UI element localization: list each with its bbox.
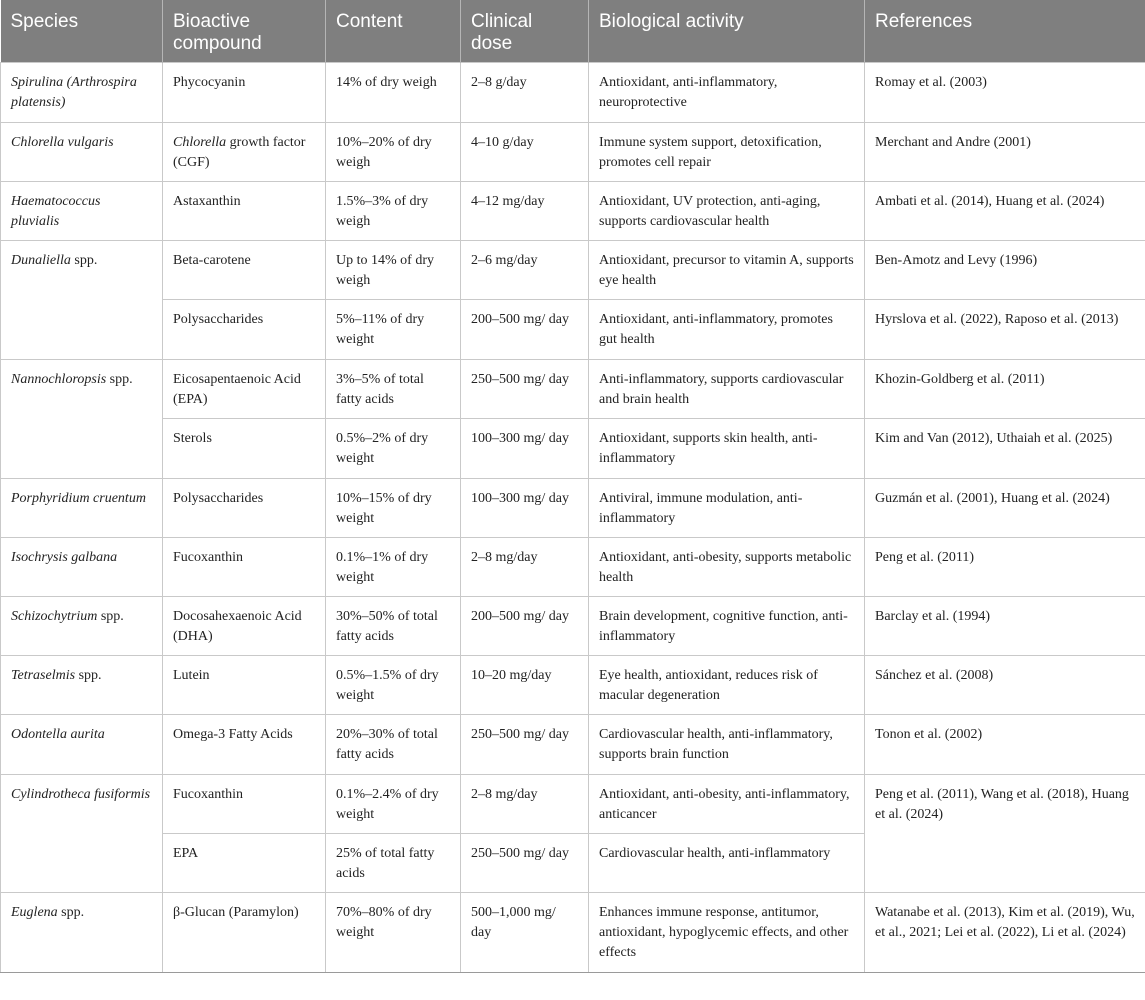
activity-cell: Antioxidant, anti-inflammatory, promotes gut health (589, 300, 865, 360)
species-cell (1, 775, 163, 893)
table-row (1, 182, 1145, 241)
compound-cell (163, 300, 326, 360)
species-text: spp. (97, 609, 124, 624)
species-cell (1, 479, 163, 538)
dose-cell: 2–8 g/day (461, 63, 589, 123)
content-cell: 0.1%–2.4% of dry weight (326, 775, 461, 834)
activity-cell: Eye health, antioxidant, reduces risk of macular degeneration (589, 656, 865, 715)
compound-text: Docosahexaenoic Acid (DHA) (173, 609, 302, 644)
content-cell: 10%–20% of dry weigh (326, 123, 461, 182)
content-cell: Up to 14% of dry weigh (326, 241, 461, 300)
compound-cell (163, 63, 326, 123)
species-text: spp. (106, 372, 133, 387)
species-text: spp. (57, 905, 85, 920)
activity-cell: Antioxidant, precursor to vitamin A, supports eye health (589, 241, 865, 300)
header-biological-activity: Biological activity (589, 0, 865, 63)
dose-cell: 200–500 mg/ day (461, 300, 589, 360)
header-content: Content (326, 0, 461, 63)
references-cell: Hyrslova et al. (2022), Raposo et al. (2013) (865, 300, 1145, 360)
compound-cell (163, 479, 326, 538)
content-cell: 14% of dry weigh (326, 63, 461, 123)
content-cell: 0.1%–1% of dry weight (326, 538, 461, 597)
compound-cell (163, 715, 326, 775)
species-cell (1, 123, 163, 182)
compound-cell (163, 538, 326, 597)
dose-cell: 2–6 mg/day (461, 241, 589, 300)
compound-text: Fucoxanthin (173, 550, 243, 565)
species-text: spp. (75, 668, 102, 683)
activity-cell: Antioxidant, anti-inflammatory, neuroprotective (589, 63, 865, 123)
activity-cell: Cardiovascular health, anti-inflammatory, supports brain function (589, 715, 865, 775)
dose-cell: 2–8 mg/day (461, 538, 589, 597)
references-cell: Khozin-Goldberg et al. (2011) (865, 360, 1145, 419)
table-row (1, 538, 1145, 597)
species-cell (1, 893, 163, 973)
dose-cell: 100–300 mg/ day (461, 419, 589, 479)
dose-cell: 4–12 mg/day (461, 182, 589, 241)
table-row (1, 775, 1145, 834)
references-cell: Peng et al. (2011) (865, 538, 1145, 597)
compound-text: Eicosapentaenoic Acid (EPA) (173, 372, 301, 407)
table-row (1, 893, 1145, 973)
table-row (1, 63, 1145, 123)
table-body (1, 63, 1145, 973)
compound-cell (163, 834, 326, 893)
compound-cell (163, 597, 326, 656)
species-cell (1, 241, 163, 360)
activity-cell: Enhances immune response, antitumor, antioxidant, hypoglycemic effects, and other effects (589, 893, 865, 973)
dose-cell: 100–300 mg/ day (461, 479, 589, 538)
references-cell: Barclay et al. (1994) (865, 597, 1145, 656)
species-text: Dunaliella (11, 253, 71, 268)
references-cell: Peng et al. (2011), Wang et al. (2018), Huang et al. (2024) (865, 775, 1145, 893)
references-cell: Ben-Amotz and Levy (1996) (865, 241, 1145, 300)
compound-text: Polysaccharides (173, 312, 264, 327)
activity-cell: Cardiovascular health, anti-inflammatory (589, 834, 865, 893)
table-header-row (1, 0, 1145, 63)
compound-text: Lutein (173, 668, 210, 683)
species-cell (1, 182, 163, 241)
compound-cell (163, 241, 326, 300)
compound-text: Astaxanthin (173, 194, 241, 209)
dose-cell: 250–500 mg/ day (461, 360, 589, 419)
species-text: spp. (70, 253, 98, 268)
activity-cell: Antioxidant, anti-obesity, anti-inflammatory, anticancer (589, 775, 865, 834)
dose-cell: 200–500 mg/ day (461, 597, 589, 656)
activity-cell: Immune system support, detoxification, promotes cell repair (589, 123, 865, 182)
species-text: Chlorella vulgaris (11, 135, 114, 150)
dose-cell: 10–20 mg/day (461, 656, 589, 715)
species-text: Cylindrotheca fusiformis (11, 787, 151, 802)
species-text: Porphyridium cruentum (11, 491, 146, 506)
species-cell (1, 656, 163, 715)
species-text: Nannochloropsis (11, 372, 107, 387)
species-cell (1, 715, 163, 775)
table-row (1, 597, 1145, 656)
references-cell: Guzmán et al. (2001), Huang et al. (2024) (865, 479, 1145, 538)
compound-text: EPA (173, 846, 199, 861)
compound-text: Omega-3 Fatty Acids (173, 727, 293, 742)
species-cell (1, 597, 163, 656)
compound-text: Beta-carotene (173, 253, 251, 268)
compound-text: Fucoxanthin (173, 787, 243, 802)
header-bioactive-compound: Bioactive compound (163, 0, 326, 63)
compound-text: Sterols (173, 431, 212, 446)
table-row (1, 300, 1145, 360)
dose-cell: 250–500 mg/ day (461, 715, 589, 775)
compound-text: Chlorella (173, 135, 227, 150)
dose-cell: 2–8 mg/day (461, 775, 589, 834)
compound-cell (163, 419, 326, 479)
table-row (1, 715, 1145, 775)
activity-cell: Antioxidant, UV protection, anti-aging, supports cardiovascular health (589, 182, 865, 241)
compound-cell (163, 360, 326, 419)
content-cell: 70%–80% of dry weight (326, 893, 461, 973)
activity-cell: Antioxidant, anti-obesity, supports metabolic health (589, 538, 865, 597)
references-cell: Sánchez et al. (2008) (865, 656, 1145, 715)
references-cell: Kim and Van (2012), Uthaiah et al. (2025) (865, 419, 1145, 479)
compound-cell (163, 775, 326, 834)
species-cell (1, 63, 163, 123)
content-cell: 5%–11% of dry weight (326, 300, 461, 360)
content-cell: 25% of total fatty acids (326, 834, 461, 893)
header-species: Species (1, 0, 163, 63)
species-text: Schizochytrium (11, 609, 98, 624)
references-cell: Ambati et al. (2014), Huang et al. (2024) (865, 182, 1145, 241)
compound-cell (163, 656, 326, 715)
compound-text: β-Glucan (Paramylon) (173, 905, 299, 920)
content-cell: 30%–50% of total fatty acids (326, 597, 461, 656)
compound-text: Polysaccharides (173, 491, 264, 506)
activity-cell: Antiviral, immune modulation, anti-inflammatory (589, 479, 865, 538)
compound-text: Phycocyanin (173, 75, 246, 90)
table-row (1, 360, 1145, 419)
references-cell: Watanabe et al. (2013), Kim et al. (2019), Wu, et al., 2021; Lei et al. (2022), Li et al. (2024) (865, 893, 1145, 973)
activity-cell: Brain development, cognitive function, anti-inflammatory (589, 597, 865, 656)
species-text: Haematococcus pluvialis (11, 194, 101, 229)
activity-cell: Antioxidant, supports skin health, anti-inflammatory (589, 419, 865, 479)
species-text: Odontella aurita (11, 727, 105, 742)
content-cell: 0.5%–1.5% of dry weight (326, 656, 461, 715)
content-cell: 1.5%–3% of dry weigh (326, 182, 461, 241)
content-cell: 3%–5% of total fatty acids (326, 360, 461, 419)
dose-cell: 4–10 g/day (461, 123, 589, 182)
compound-cell (163, 123, 326, 182)
species-text: Tetraselmis (11, 668, 76, 683)
content-cell: 0.5%–2% of dry weight (326, 419, 461, 479)
species-text: Isochrysis galbana (11, 550, 118, 565)
species-cell (1, 360, 163, 479)
table-row (1, 241, 1145, 300)
table-row (1, 123, 1145, 182)
dose-cell: 250–500 mg/ day (461, 834, 589, 893)
activity-cell: Anti-inflammatory, supports cardiovascular and brain health (589, 360, 865, 419)
header-clinical-dose: Clinical dose (461, 0, 589, 63)
table-row (1, 479, 1145, 538)
compound-cell (163, 893, 326, 973)
table-row (1, 419, 1145, 479)
compound-text: growth factor (CGF) (173, 135, 306, 170)
content-cell: 20%–30% of total fatty acids (326, 715, 461, 775)
table-row (1, 656, 1145, 715)
compound-cell (163, 182, 326, 241)
species-text: Euglena (11, 905, 58, 920)
species-text: Spirulina (Arthrospira platensis) (11, 75, 137, 110)
content-cell: 10%–15% of dry weight (326, 479, 461, 538)
references-cell: Romay et al. (2003) (865, 63, 1145, 123)
references-cell: Merchant and Andre (2001) (865, 123, 1145, 182)
header-references: References (865, 0, 1145, 63)
species-cell (1, 538, 163, 597)
references-cell: Tonon et al. (2002) (865, 715, 1145, 775)
dose-cell: 500–1,000 mg/ day (461, 893, 589, 973)
